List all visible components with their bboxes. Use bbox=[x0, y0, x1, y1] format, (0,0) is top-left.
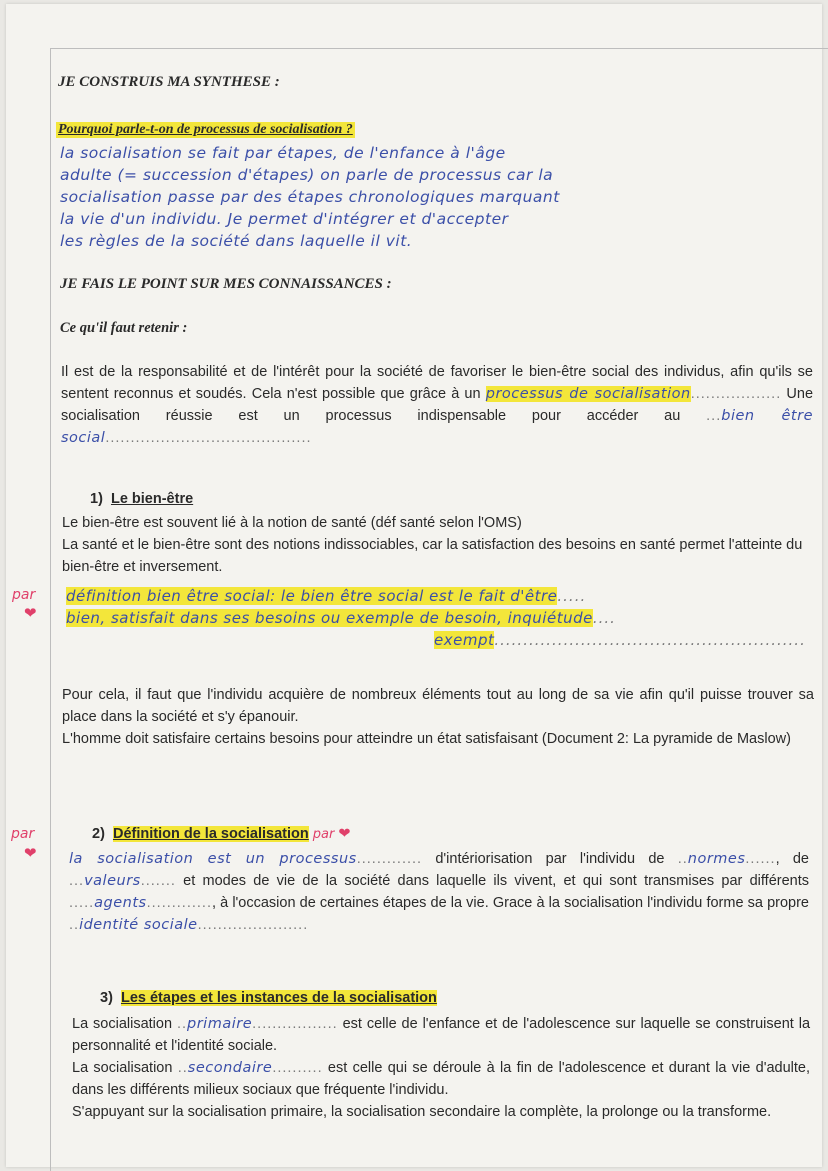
section3-body: La socialisation ..primaire................. est celle de l'enfance et de l'adolescence sur laquelle se construisent la personnalité et l'identité sociale. La socialisation ..secondaire.......... est celle qui se déroule à la fin de l'adolescence et durant la vie d'adulte, dans les différents milieux sociaux que fréquente l'individu. S'appuyant sur la socialisation primaire, la socialisation secondaire la complète, la prolonge ou la transforme. bbox=[72, 1013, 810, 1123]
title-note: par bbox=[312, 827, 335, 842]
intro-text-2: Une socialisation réussie est un processus indispensable pour accéder au bbox=[61, 386, 814, 424]
section1-body bbox=[62, 512, 814, 578]
margin-note: par bbox=[11, 826, 35, 842]
answer-line: adulte (= succession d'étapes) on parle de processus car la bbox=[60, 166, 554, 184]
section2-title-text: Définition de la socialisation bbox=[112, 826, 309, 842]
hand-line-1: définition bien être social: le bien être social est le fait d'être bbox=[66, 587, 558, 605]
connaissances-heading: JE FAIS LE POINT SUR MES CONNAISSANCES : bbox=[60, 276, 392, 292]
section2-body: la socialisation est un processus............. d'intériorisation par l'individu de ..normes......, de ...valeurs....... et modes de vie de la société dans laquelle ils vivent, et qui sont transmises par différents .....agents............., à l'occasion de certaines étapes de la vie. Grace à la socialisation l'individu forme sa propre ..identité sociale...................... bbox=[69, 851, 809, 933]
worksheet-page bbox=[6, 4, 822, 1167]
section3-conclusion: S'appuyant sur la socialisation primaire, la socialisation secondaire la complète, la prolonge ou la transforme. bbox=[72, 1104, 772, 1120]
section1-line1: Le bien-être est souvent lié à la notion de santé (déf santé selon l'OMS) bbox=[62, 515, 522, 531]
fill-primaire: primaire bbox=[187, 1016, 253, 1032]
hand-line-3: exempt bbox=[434, 631, 495, 649]
fill-valeurs: valeurs bbox=[84, 873, 141, 889]
section1-title-text: Le bien-être bbox=[110, 491, 194, 507]
section1-paragraphs bbox=[62, 684, 814, 750]
section1-handwriting: définition bien être social: le bien être social est le fait d'être..... bien, satisfait dans ses besoins ou exemple de besoin, inquiétude.... exempt...................................................... bbox=[66, 587, 806, 649]
fill-normes: normes bbox=[687, 851, 746, 867]
answer-line: les règles de la société dans laquelle il vit. bbox=[60, 232, 413, 250]
margin-note: par bbox=[12, 587, 36, 603]
heart-icon: ❤ bbox=[24, 845, 37, 862]
answer-line: socialisation passe par des étapes chronologiques marquant bbox=[60, 188, 560, 206]
heart-icon: ❤ bbox=[24, 605, 37, 622]
synthese-question: Pourquoi parle-t-on de processus de socialisation ? bbox=[58, 122, 353, 137]
section1-para2: L'homme doit satisfaire certains besoins pour atteindre un état satisfaisant (Document 2: La pyramide de Maslow) bbox=[62, 731, 791, 747]
heart-icon: ❤ bbox=[338, 826, 351, 842]
answer-line: la socialisation se fait par étapes, de l'enfance à l'âge bbox=[60, 144, 506, 162]
connaissances-subheading: Ce qu'il faut retenir : bbox=[60, 320, 188, 336]
section1-para1: Pour cela, il faut que l'individu acquière de nombreux éléments tout au long de sa vie afin qu'il puisse trouver sa place dans la société et s'y épanouir. bbox=[62, 687, 814, 725]
intro-fill-1: processus de socialisation bbox=[485, 386, 691, 402]
intro-paragraph: Il est de la responsabilité et de l'intérêt pour la société de favoriser le bien-être social des individus, afin qu'ils se sentent reconnus et soudés. Cela n'est possible que grâce à un processus de socialisation.................. Une socialisation réussie est un processus indispensable pour accéder au ...bien être social......................................... bbox=[61, 364, 814, 446]
synthese-answer bbox=[60, 142, 805, 252]
fill-secondaire: secondaire bbox=[187, 1060, 273, 1076]
hand-line-2: bien, satisfait dans ses besoins ou exemple de besoin, inquiétude bbox=[66, 609, 593, 627]
section3-title-text: Les étapes et les instances de la socialisation bbox=[120, 990, 437, 1006]
synthese-heading: JE CONSTRUIS MA SYNTHESE : bbox=[58, 74, 280, 90]
section3-title: 3) Les étapes et les instances de la socialisation bbox=[100, 990, 437, 1006]
section1-title: 1) Le bien-être bbox=[90, 491, 194, 507]
fill-identite: identité sociale bbox=[79, 917, 198, 933]
section2-title: 2) Définition de la socialisation par ❤ bbox=[92, 826, 351, 842]
fill-processus: la socialisation est un processus bbox=[69, 851, 357, 867]
intro-text-1: Il est de la responsabilité et de l'intérêt pour la société de favoriser le bien-être social des individus, afin qu'ils se sentent reconnus et soudés. Cela n'est possible que grâce à un bbox=[61, 364, 813, 402]
intro-fill-2: bien être social bbox=[61, 408, 813, 446]
section1-line2: La santé et le bien-être sont des notions indissociables, car la satisfaction des besoins en santé permet l'atteinte du bien-être et inversement. bbox=[62, 537, 803, 575]
fill-agents: agents bbox=[94, 895, 147, 911]
answer-line: la vie d'un individu. Je permet d'intégrer et d'accepter bbox=[60, 210, 509, 228]
